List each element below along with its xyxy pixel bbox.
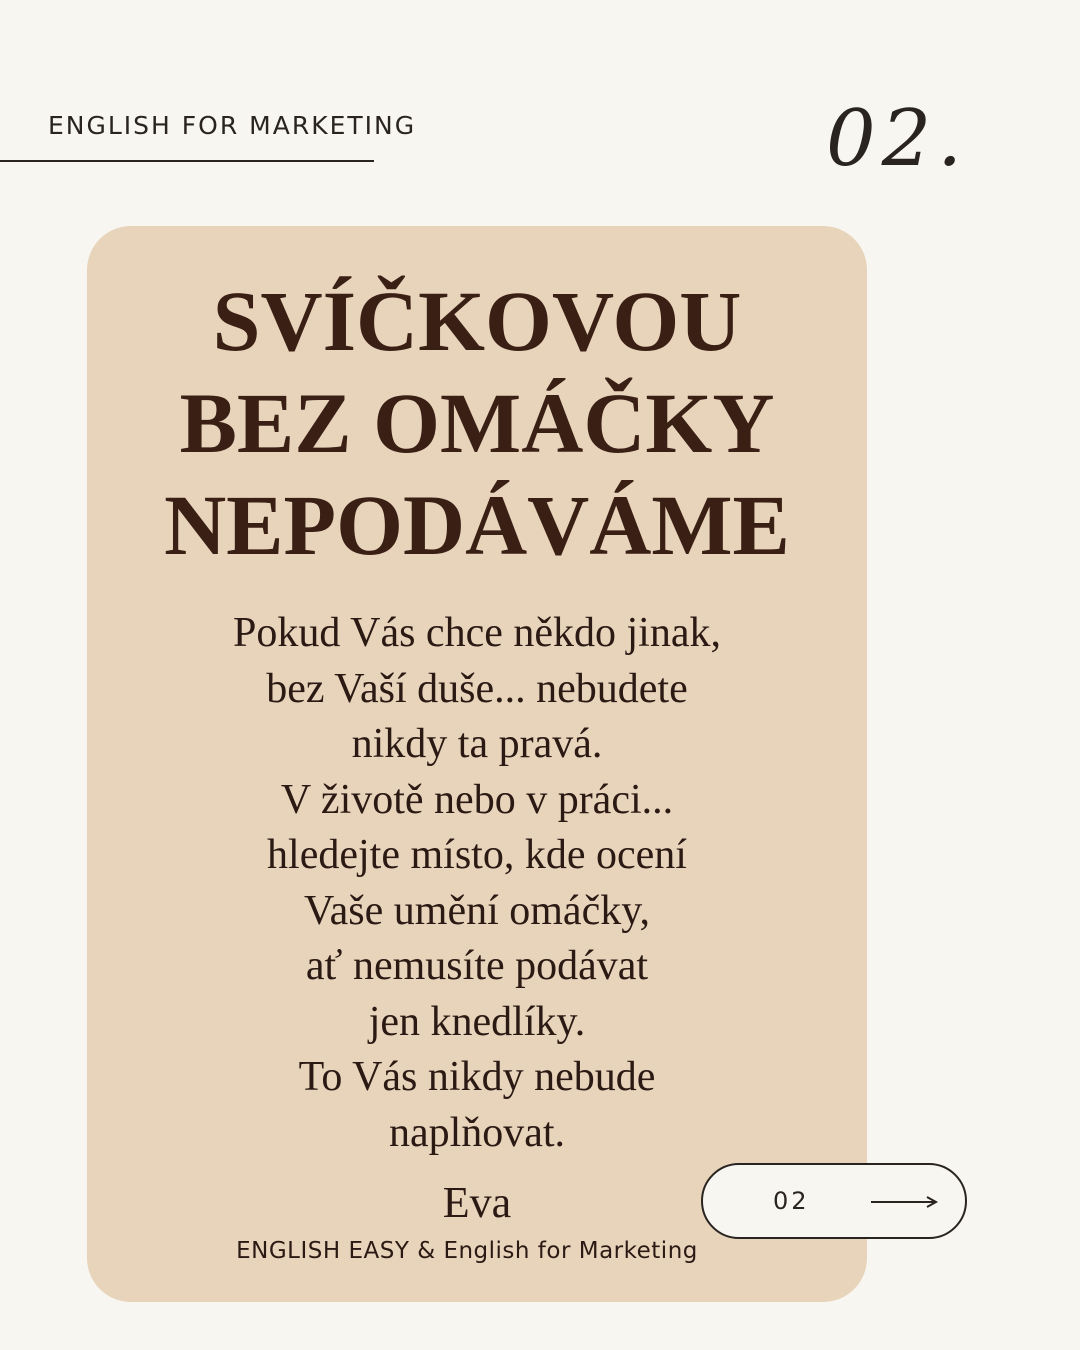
headline-line: BEZ OMÁČKY [179,375,775,471]
brand-underline [0,160,374,162]
quote-body [87,606,867,1161]
next-page-button[interactable] [701,1163,967,1239]
quote-line: bez Vaší duše... nebudete [266,665,688,712]
quote-line: hledejte místo, kde ocení [267,832,687,878]
author-subtitle: ENGLISH EASY & English for Marketing [236,1238,698,1264]
quote-line: naplňovat. [388,1109,566,1156]
headline-line: SVÍČKOVOU [212,273,742,369]
quote-line: Pokud Vás chce někdo jinak, [233,610,721,656]
author-name: Eva [442,1178,512,1227]
headline-line: NEPODÁVÁME [164,477,790,573]
quote-line: To Vás nikdy nebude [298,1054,656,1100]
page-number: 02 [773,1187,810,1215]
quote-line: V životě nebo v práci... [280,776,674,823]
quote-line: jen knedlíky. [368,998,586,1045]
quote-card [87,226,867,1302]
headline [87,270,867,576]
quote-line: Vaše umění omáčky, [303,887,650,934]
quote-line: ať nemusíte podávat [305,943,649,989]
arrow-right-icon [869,1194,939,1210]
slide-number: 02. [826,94,969,184]
quote-line: nikdy ta pravá. [351,721,603,767]
brand-label: ENGLISH FOR MARKETING [48,111,417,140]
